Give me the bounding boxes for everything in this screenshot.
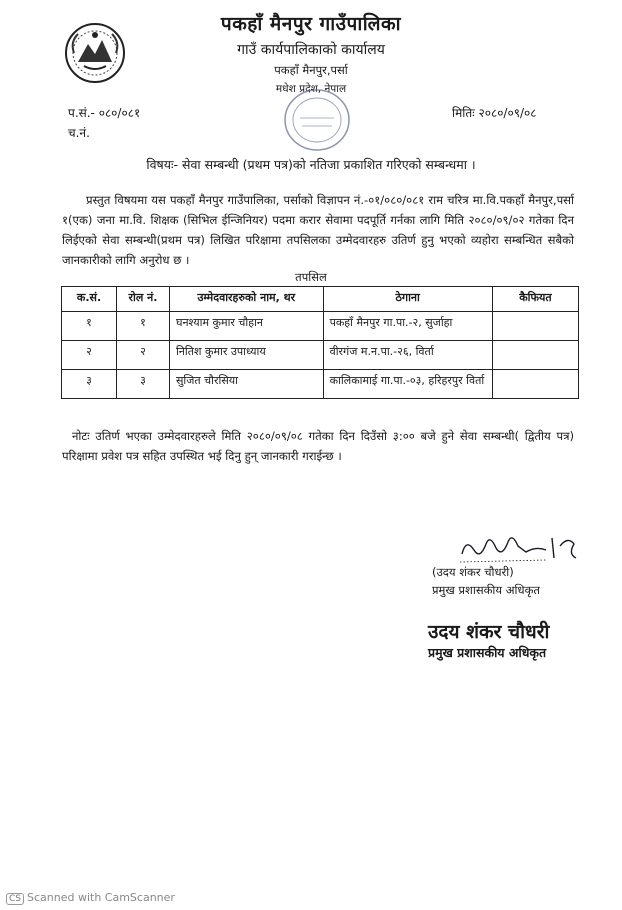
signatory-name: (उदय शंकर चौधरी): [432, 565, 514, 579]
table-row: [62, 341, 579, 370]
reference-number: प.सं.- ०८०/०८१: [68, 106, 141, 120]
cell-serial: १: [62, 312, 117, 341]
cell-roll: १: [117, 312, 170, 341]
office-name: गाउँ कार्यपालिकाको कार्यालय: [237, 42, 385, 58]
col-address: ठेगाना: [323, 287, 492, 312]
cell-remarks: [492, 341, 578, 370]
office-address: पकहाँ मैनपुर,पर्सा: [274, 63, 348, 77]
note-paragraph: नोटः उतिर्ण भएका उम्मेदवारहरुले मिति २०८०/०९/०८ गतेका दिन दिउँसो ३:०० बजे हुने सेवा सम्बन्धी( द्वितीय पत्र) परिक्षामा प्रवेश पत्र सहित उपस्थित भई दिनु हुन् जानकारी गराईन्छ ।: [62, 429, 574, 463]
subject-line: विषयः- सेवा सम्बन्धी (प्रथम पत्र)को नतिजा प्रकाशित गरिएको सम्बन्धमा ।: [146, 157, 476, 172]
table-header-row: [62, 287, 579, 312]
office-seal-stamp-icon: [270, 78, 365, 156]
cell-name: सुजित चौरसिया: [169, 370, 323, 399]
name-stamp: उदय शंकर चौधरी: [428, 621, 550, 643]
camscanner-logo-icon: CS: [6, 893, 24, 905]
cell-roll: ३: [117, 370, 170, 399]
col-serial: क.सं.: [62, 287, 117, 312]
signatory-designation: प्रमुख प्रशासकीय अधिकृत: [432, 583, 540, 597]
cell-address: कालिकामाई गा.पा.-०३, हरिहरपुर विर्ता: [323, 370, 492, 399]
table-row: [62, 370, 579, 399]
cell-serial: २: [62, 341, 117, 370]
scanner-watermark: [6, 891, 175, 905]
col-remarks: कैफियत: [492, 287, 578, 312]
org-name: पकहाँ मैनपुर गाउँपालिका: [220, 13, 402, 35]
cell-remarks: [492, 312, 578, 341]
body-paragraph: प्रस्तुत विषयमा यस पकहाँ मैनपुर गाउँपालिका, पर्साको विज्ञापन नं.-०१/०८०/०८१ राम चरित्र मा.वि.पकहाँ मैनपुर,पर्सा १(एक) जना मा.वि. शिक्षक (सिभिल ईन्जिनियर) पदमा करार सेवामा पदपूर्ति गर्नका लागि मिति २०८०/०९/०२ गतेका दिन लिईएको सेवा सम्बन्धी(प्रथम पत्र) लिखित परिक्षामा तपसिलका उम्मेदवारहरु उतिर्ण हुनु भएको व्यहोरा सम्बन्धित सबैको जानकारीको लागि अनुरोध छ ।: [62, 193, 574, 267]
col-name: उम्मेदवारहरुको नाम, थर: [169, 287, 323, 312]
col-roll: रोल नं.: [117, 287, 170, 312]
cell-name: नितिश कुमार उपाध्याय: [169, 341, 323, 370]
results-table: [61, 286, 579, 399]
cell-remarks: [492, 370, 578, 399]
scanner-text: Scanned with CamScanner: [27, 891, 175, 904]
document-date: मितिः २०८०/०९/०८: [452, 106, 537, 120]
table-caption: तपसिल: [295, 270, 327, 284]
cell-serial: ३: [62, 370, 117, 399]
cell-address: वीरगंज म.न.पा.-२६, विर्ता: [323, 341, 492, 370]
dispatch-number: च.नं.: [68, 126, 90, 140]
office-province: मधेश प्रदेश, नेपाल: [275, 83, 347, 95]
cell-roll: २: [117, 341, 170, 370]
designation-stamp: प्रमुख प्रशासकीय अधिकृत: [428, 645, 547, 660]
cell-address: पकहाँ मैनपुर गा.पा.-२, सुर्जाहा: [323, 312, 492, 341]
cell-name: घनश्याम कुमार चौहान: [169, 312, 323, 341]
table-row: [62, 312, 579, 341]
handwritten-signature-icon: [456, 528, 586, 568]
